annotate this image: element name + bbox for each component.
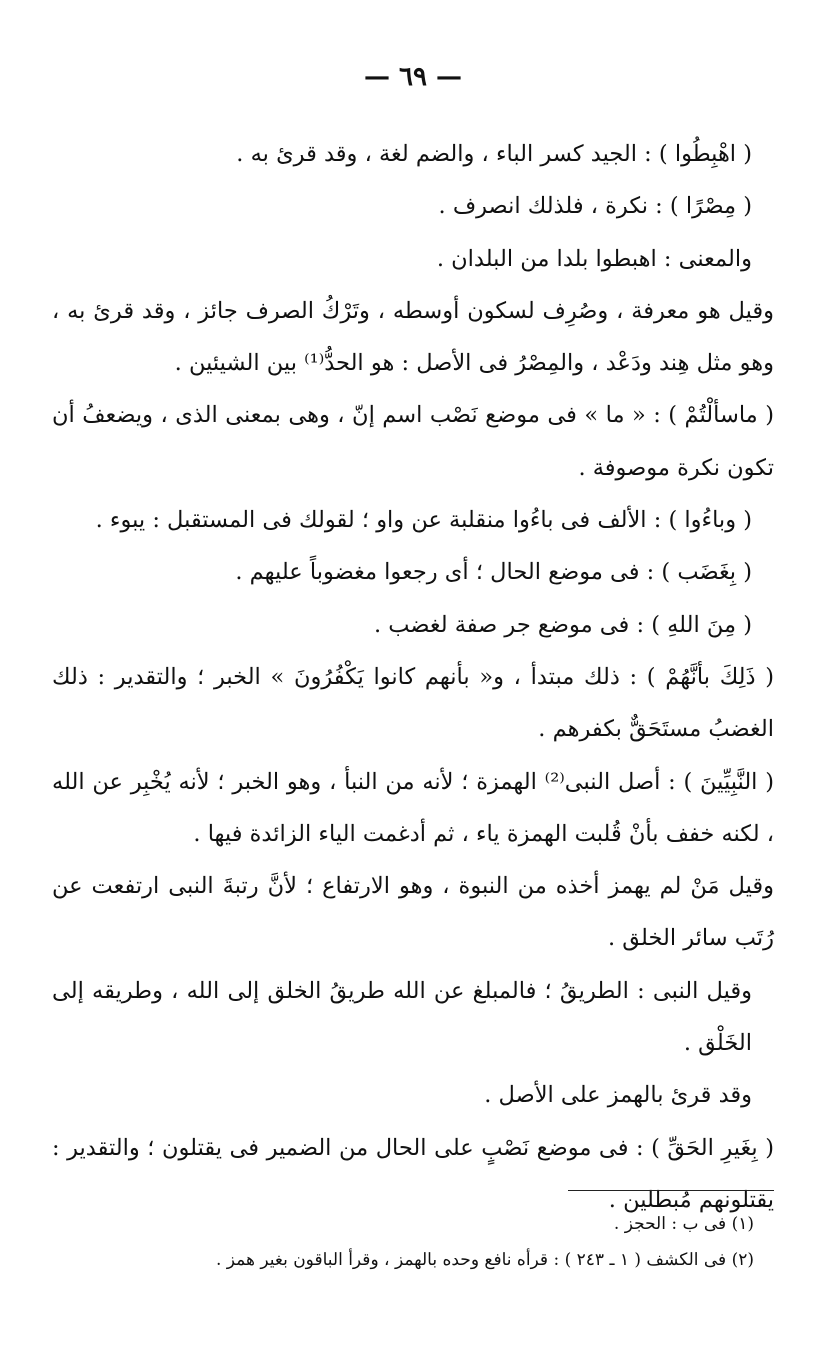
- paragraph: وقيل النبى : الطريقُ ؛ فالمبلغ عن الله طريقُ الخلق إلى الله ، وطريقه إلى الخَلْق .: [52, 977, 752, 1057]
- body-text: [52, 128, 774, 1226]
- footnotes: [54, 1206, 754, 1278]
- paragraph: ( النَّبِيِّينَ ) : أصل النبى⁽²⁾ الهمزة ؛ لأنه من النبأ ، وهو الخبر ؛ لأنه يُخْبِر عن الله ، لكنه خفف بأنْ قُلبت الهمزة ياء ، ثم أدغمت الياء الزائدة فيها .: [52, 768, 774, 847]
- paragraph: ( بِغَيرِ الحَقِّ ) : فى موضع نَصْبٍ على الحال من الضمير فى يقتلون ؛ والتقدير : يقتلونهم مُبطلين .: [52, 1134, 774, 1213]
- paragraph: والمعنى : اهبطوا بلدا من البلدان .: [436, 245, 752, 272]
- paragraph: ( مِنَ اللهِ ) : فى موضع جر صفة لغضب .: [373, 611, 752, 638]
- paragraph: وقد قرئ بالهمز على الأصل .: [484, 1082, 752, 1109]
- paragraph: ( وباءُوا ) : الألف فى باءُوا منقلبة عن واو ؛ لقولك فى المستقبل : يبوء .: [95, 507, 752, 534]
- footnote: (١) فى ب : الحجز .: [613, 1214, 754, 1234]
- paragraph: وقيل مَنْ لم يهمز أخذه من النبوة ، وهو الارتفاع ؛ لأنَّ رتبةَ النبى ارتفعت عن رُتَب سائر الخلق .: [52, 873, 774, 952]
- paragraph: ( اهْبِطُوا ) : الجيد كسر الباء ، والضم لغة ، وقد قرئ به .: [236, 141, 752, 167]
- footnote-divider: [568, 1190, 774, 1191]
- paragraph: ( ذَلِكَ بأنَّهُمْ ) : ذلك مبتدأ ، و« بأنهم كانوا يَكْفُرُونَ » الخبر ؛ والتقدير : ذلك الغضبُ مستَحَقٌّ بكفرهم .: [52, 663, 774, 743]
- paragraph: ( مِصْرًا ) : نكرة ، فلذلك انصرف .: [438, 193, 752, 220]
- paragraph: ( بِغَضَب ) : فى موضع الحال ؛ أى رجعوا مغضوباً عليهم .: [235, 559, 752, 586]
- paragraph: وقيل هو معرفة ، وصُرِف لسكون أوسطه ، وتَرْكُ الصرف جائز ، وقد قرئ به ، وهو مثل هِند ودَعْد ، والمِصْرُ فى الأصل : هو الحدُّ⁽¹⁾ بين الشيئين .: [52, 297, 774, 377]
- footnote: (٢) فى الكشف ( ١ ـ ٢٤٣ ) : قرأه نافع وحده بالهمز ، وقرأ الباقون بغير همز .: [215, 1250, 754, 1270]
- page-number: — ٦٩ —: [363, 62, 463, 92]
- paragraph: ( ماسألْتُمْ ) : « ما » فى موضع نَصْب اسم إنّ ، وهى بمعنى الذى ، ويضعفُ أن تكون نكرة موصوفة .: [52, 402, 774, 481]
